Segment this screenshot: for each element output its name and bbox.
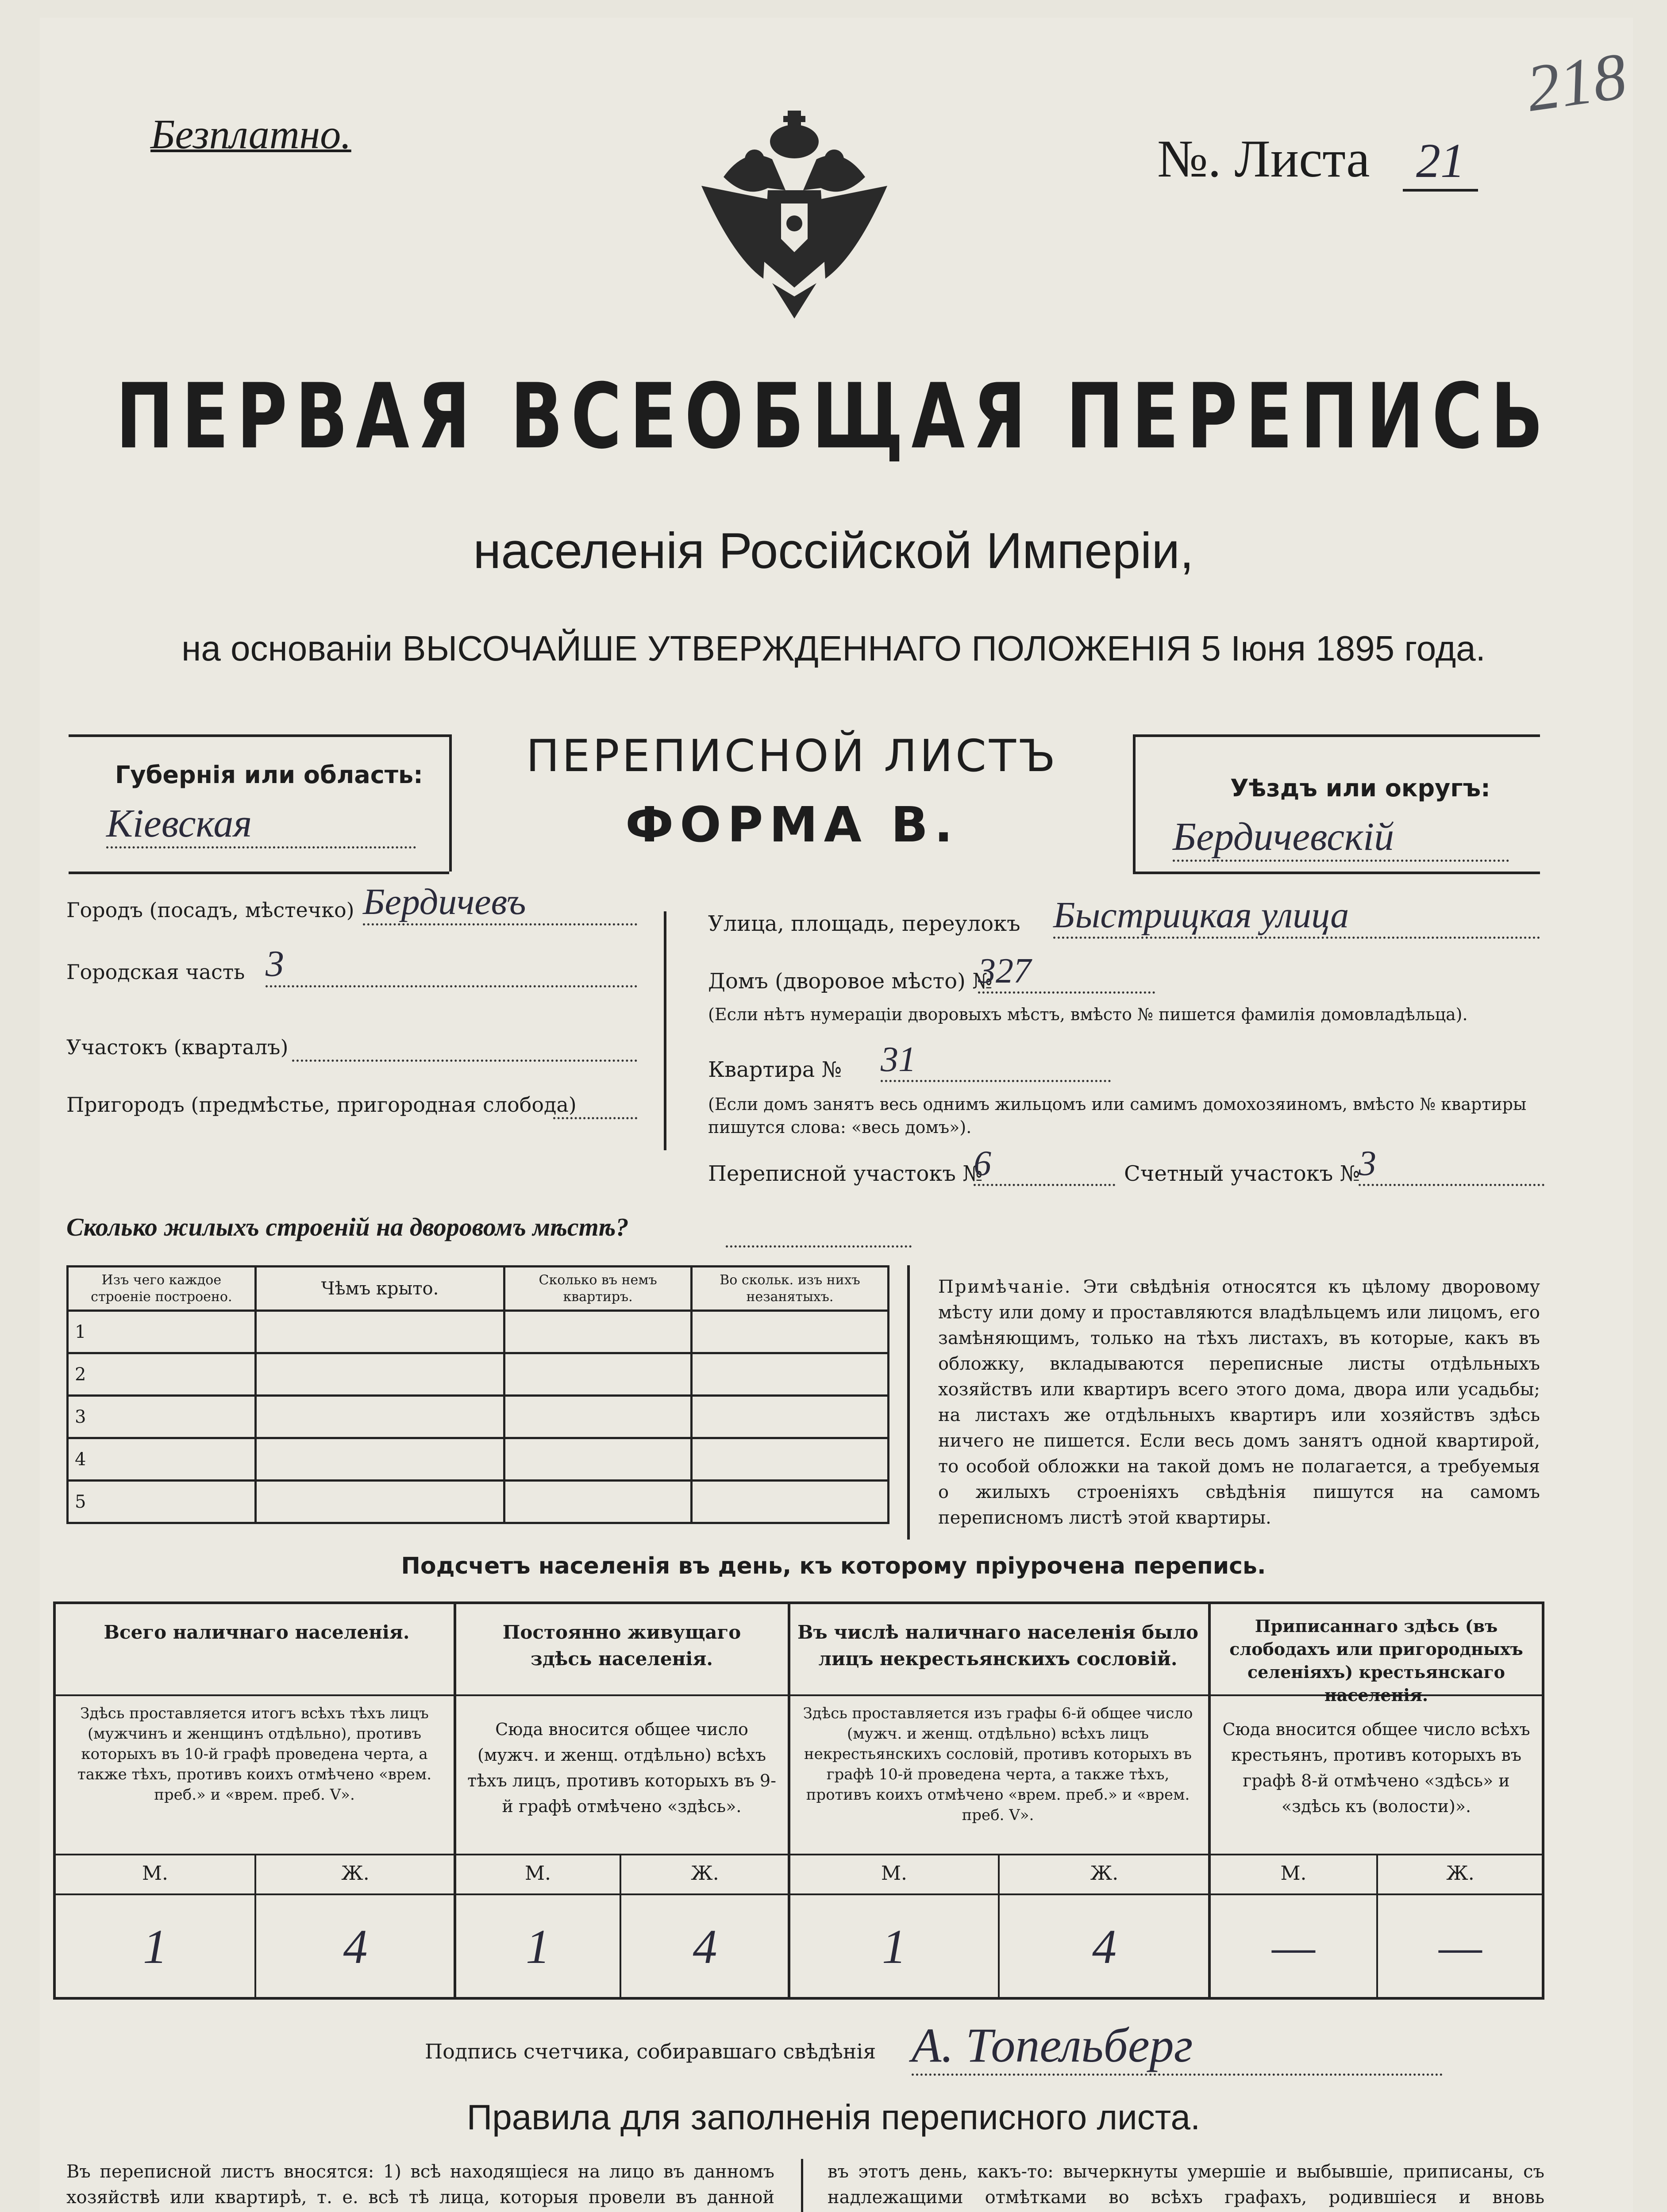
sheet-number-value: 21 (1403, 133, 1478, 192)
buildings-row-number: 2 (68, 1353, 256, 1396)
apartment-label: Квартира № (708, 1057, 842, 1082)
street-value: Быстрицкая улица (1053, 894, 1540, 939)
suburb-label: Пригородъ (предмѣстье, пригородная слобода) (66, 1093, 577, 1117)
apartment-value: 31 (881, 1040, 1111, 1082)
count-col3-desc: Здѣсь проставляется изъ графы 6-й общее число (мужч. и женщ. отдѣльно) всѣхъ лицъ некрестьянскихъ сословій, противъ которыхъ въ графѣ 10-й проведена черта, а также тѣхъ, противъ коихъ отмѣчено «врем. преб.» и «врем. преб. V». (803, 1705, 1193, 1824)
count-col2-heading: Постоянно живущаго здѣсь населенія. (502, 1621, 741, 1670)
buildings-table (66, 1265, 889, 1524)
note-text: Эти свѣдѣнія относятся къ цѣлому дворовому мѣсту или дому и проставляются владѣльцемъ или лицомъ, его замѣняющимъ, только на тѣхъ листахъ, въ которые, какъ въ обложку, вкладываются переписные листы отдѣльныхъ хозяйствъ или квартиръ всего этого дома, двора или усадьбы; на листахъ же отдѣльныхъ квартиръ или хозяйствъ здѣсь ничего не пишется. Если весь домъ занятъ одной квартирой, то особой обложки на такой домъ не полагается, а требуемыя о жилыхъ строеніяхъ свѣдѣнія пишутся на самомъ переписномъ листѣ этой квартиры. (938, 1277, 1540, 1528)
province-label: Губернія или область: (115, 761, 423, 789)
signature-value: А. Топельберг (912, 2017, 1443, 2076)
count-col4-f-value: — (1439, 1920, 1482, 1974)
signature-label: Подпись счетчика, собиравшаго свѣдѣнія (425, 2039, 876, 2063)
count-district-label: Счетный участокъ № (1124, 1161, 1360, 1186)
street-label: Улица, площадь, переулокъ (708, 911, 1020, 936)
count-col3-m-value: 1 (882, 1920, 906, 1974)
count-title: Подсчетъ населенія въ день, къ которому пріурочена перепись. (401, 1553, 1266, 1579)
count-col1-f-value: 4 (343, 1920, 368, 1974)
count-col1-desc: Здѣсь проставляется итогъ всѣхъ тѣхъ лицъ (мужчинъ и женщинъ отдѣльно), противъ которыхъ въ 10-й графѣ проведена черта, а также тѣхъ, противъ коихъ отмѣчено «врем. преб.» и «врем. преб. V». (77, 1705, 432, 1804)
buildings-col-material: Изъ чего каждое строеніе построено. (68, 1267, 256, 1311)
rules-right-column: въ этотъ день, какъ-то: вычеркнуты умершіе и выбывшіе, приписаны, съ надлежащими отмѣтками во всѣхъ графахъ, родившіеся и вновь (828, 2162, 1544, 2208)
district-value: Бердичевскій (1173, 814, 1509, 862)
count-district-value: 3 (1359, 1144, 1544, 1186)
form-type: ФОРМА В. (625, 796, 959, 853)
rules-left-column: Въ переписной листъ вносятся: 1) всѣ находящіеся на лицо въ данномъ хозяйствѣ или квартирѣ, т. е. всѣ тѣ лица, которыя провели въ данной (66, 2162, 774, 2208)
house-note: (Если нѣтъ нумераціи дворовыхъ мѣстъ, вмѣсто № пишется фамилія домовладѣльца). (708, 1005, 1468, 1024)
count-col1-m-value: 1 (143, 1920, 167, 1974)
buildings-col-roof: Чѣмъ крыто. (255, 1267, 504, 1311)
city-label: Городъ (посадъ, мѣстечко) (66, 898, 354, 922)
city-value: Бердичевъ (363, 880, 637, 926)
buildings-row-number: 5 (68, 1481, 256, 1523)
buildings-row-number: 1 (68, 1311, 256, 1353)
count-col4-m-value: — (1272, 1920, 1315, 1974)
sheet-number-label: №. Листа (1157, 129, 1370, 188)
census-district-label: Переписной участокъ № (708, 1161, 983, 1186)
count-col4-desc: Сюда вносится общее число всѣхъ крестьянъ, противъ которыхъ въ графѣ 8-й отмѣчено «здѣсь» и «здѣсь къ (волости)». (1222, 1720, 1530, 1816)
count-col1-heading: Всего наличнаго населенія. (104, 1621, 410, 1643)
precinct-label: Участокъ (кварталъ) (66, 1035, 289, 1059)
count-col1-f-label: Ж. (341, 1862, 370, 1885)
count-col4-heading: Приписаннаго здѣсь (въ слободахъ или пригородныхъ селеніяхъ) крестьянскаго населенія. (1229, 1616, 1523, 1705)
archive-number: 218 (1522, 39, 1631, 126)
double-headed-eagle-emblem (697, 111, 892, 319)
count-col2-m-value: 1 (526, 1920, 550, 1974)
city-part-label: Городская часть (66, 960, 245, 984)
count-col4-m-label: М. (1280, 1862, 1307, 1885)
count-col2-f-label: Ж. (691, 1862, 719, 1885)
count-col3-heading: Въ числѣ наличнаго населенія было лицъ некрестьянскихъ сословій. (797, 1621, 1199, 1670)
note-label: Примѣчаніе. (938, 1277, 1072, 1297)
buildings-col-vacant: Во скольк. изъ нихъ незанятыхъ. (691, 1267, 888, 1311)
buildings-row-number: 3 (68, 1396, 256, 1438)
free-label: Безплатно. (150, 111, 351, 157)
rules-title: Правила для заполненія переписного листа. (466, 2097, 1201, 2137)
apartment-note: (Если домъ занятъ весь однимъ жильцомъ или самимъ домохозяиномъ, вмѣсто № квартиры пишутся слова: «весь домъ»). (708, 1094, 1527, 1137)
district-label: Уѣздъ или округъ: (1230, 774, 1490, 802)
house-label: Домъ (дворовое мѣсто) № (708, 969, 993, 994)
province-value: Кіевская (106, 801, 416, 849)
buildings-row-number: 4 (68, 1438, 256, 1481)
form-title: ПЕРЕПИСНОЙ ЛИСТЪ (526, 730, 1059, 782)
census-district-value: 6 (974, 1144, 1115, 1186)
note-block (938, 1274, 1540, 1531)
count-col1-m-label: М. (142, 1862, 169, 1885)
subtitle: населенія Россійской Имперіи, (473, 523, 1194, 579)
city-part-value: 3 (266, 942, 637, 987)
count-col2-m-label: М. (524, 1862, 551, 1885)
count-col4-f-label: Ж. (1446, 1862, 1475, 1885)
count-col2-f-value: 4 (693, 1920, 717, 1974)
count-col3-m-label: М. (881, 1862, 908, 1885)
basis-line: на основаніи ВЫСОЧАЙШЕ УТВЕРЖДЕННАГО ПОЛОЖЕНІЯ 5 Іюня 1895 года. (181, 629, 1486, 668)
count-col3-f-value: 4 (1092, 1920, 1116, 1974)
count-col3-f-label: Ж. (1090, 1862, 1119, 1885)
count-col2-desc: Сюда вносится общее число (мужч. и женщ. отдѣльно) всѣхъ тѣхъ лицъ, противъ которыхъ въ 9-й графѣ отмѣчено «здѣсь». (467, 1720, 776, 1816)
buildings-col-apartments: Сколько въ немъ квартиръ. (504, 1267, 692, 1311)
buildings-question: Сколько жилыхъ строеній на дворовомъ мѣстѣ? (66, 1213, 629, 1241)
main-title: ПЕРВАЯ ВСЕОБЩАЯ ПЕРЕПИСЬ (115, 364, 1552, 469)
house-value: 327 (978, 951, 1155, 994)
